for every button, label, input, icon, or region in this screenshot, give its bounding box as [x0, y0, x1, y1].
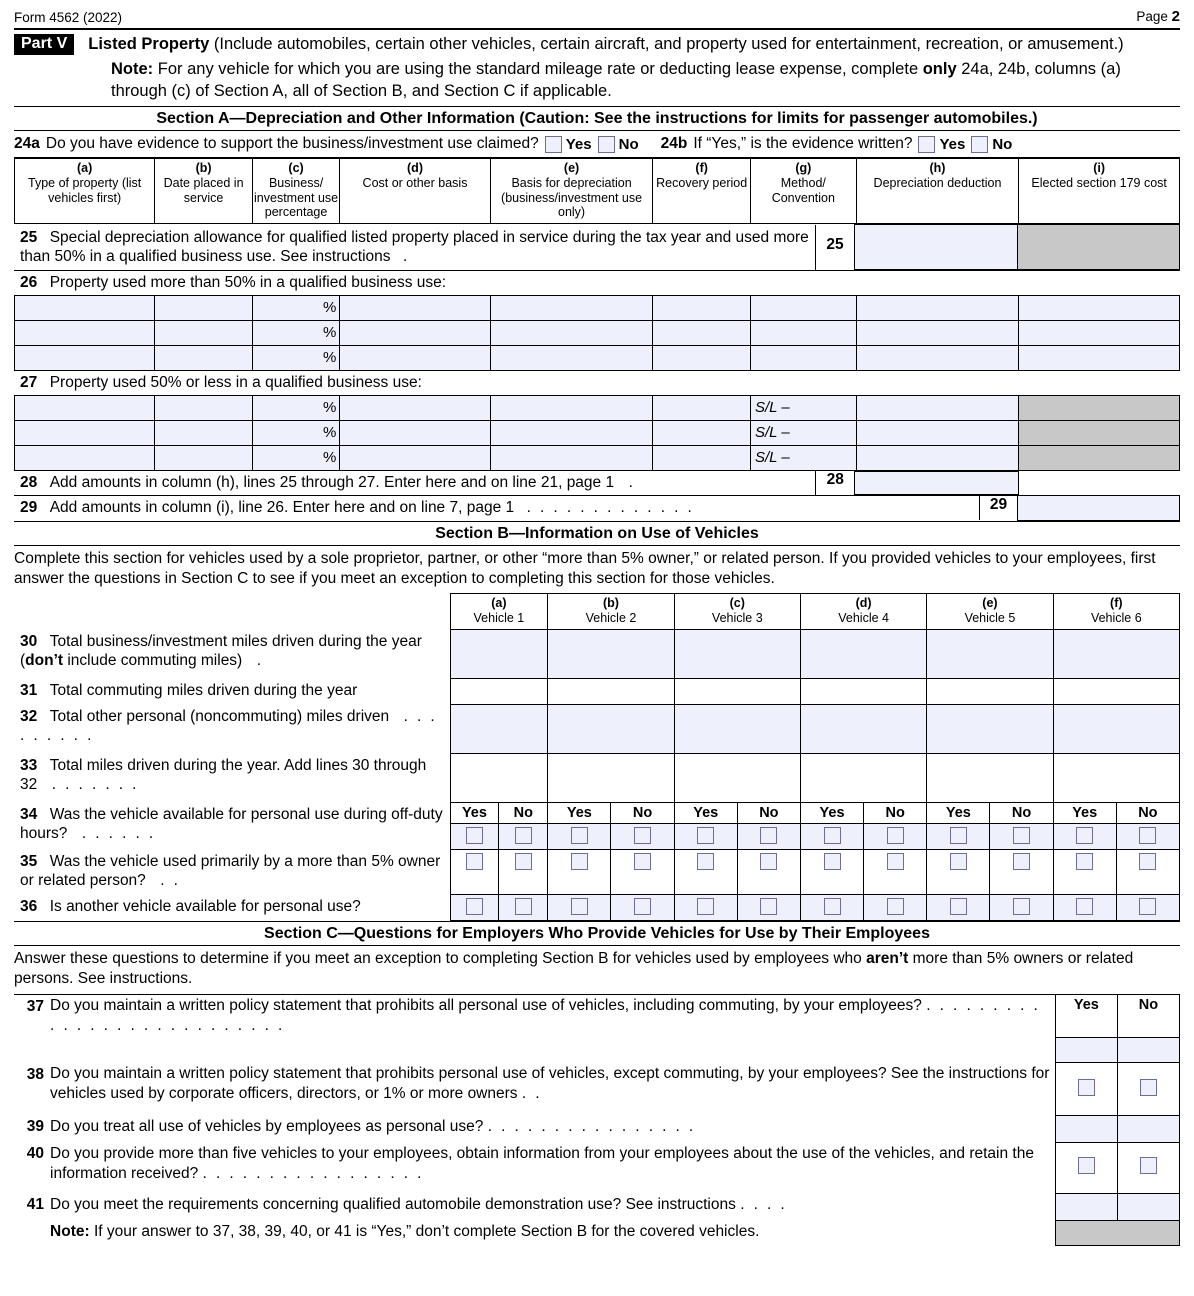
r26i-3[interactable] [1019, 346, 1180, 371]
line-24b-yes-checkbox[interactable] [918, 136, 935, 153]
line-29-i-input[interactable] [1018, 496, 1180, 520]
r27h-2[interactable] [856, 420, 1019, 445]
line-24a-text: Do you have evidence to support the business/investment use claimed? [45, 135, 539, 153]
q40-text-cell [50, 1143, 1055, 1194]
line-30-v1[interactable] [450, 630, 548, 679]
line-29-row [14, 495, 1180, 520]
checkbox-icon[interactable] [1140, 1079, 1157, 1096]
checkbox-icon[interactable] [515, 853, 532, 870]
checkbox-icon[interactable] [1076, 898, 1093, 915]
table-row [15, 346, 1180, 371]
r27a-2[interactable] [15, 420, 155, 445]
line-32-row [14, 705, 1180, 754]
line-36-yes-v5[interactable] [927, 895, 990, 921]
checkbox-icon[interactable] [1139, 853, 1156, 870]
vehicle-header-4: (d) Vehicle 4 [800, 594, 926, 630]
r26e-3[interactable] [490, 346, 653, 371]
r27i-3-blocked [1019, 445, 1180, 470]
r26f-3[interactable] [653, 346, 751, 371]
line-33-label: 33 Total miles driven during the year. Add lines 30 through 32 . . . . . . . [20, 756, 427, 794]
q37-text-cell [50, 994, 1055, 1037]
r26c-2[interactable]: % [252, 321, 339, 346]
line-34-no-v1[interactable] [499, 824, 548, 850]
checkbox-icon[interactable] [571, 827, 588, 844]
line-35-row [14, 850, 1180, 895]
line-25-h-input[interactable] [854, 225, 1018, 270]
line-32-v3[interactable] [674, 705, 800, 754]
r26g-3[interactable] [750, 346, 856, 371]
r26g-1[interactable] [750, 296, 856, 321]
checkbox-icon[interactable] [1013, 853, 1030, 870]
checkbox-icon[interactable] [824, 898, 841, 915]
checkbox-icon[interactable] [950, 898, 967, 915]
checkbox-icon[interactable] [760, 853, 777, 870]
final-note-blocked [1055, 1221, 1179, 1246]
checkbox-icon[interactable] [634, 853, 651, 870]
checkbox-icon[interactable] [1076, 853, 1093, 870]
r27b-1[interactable] [155, 395, 253, 420]
line-30-v5[interactable] [927, 630, 1053, 679]
no-label-v4: No [864, 803, 927, 824]
q40-row [14, 1143, 1180, 1194]
line-35-yes-v2[interactable] [548, 850, 611, 895]
line-35-yes-v4[interactable] [800, 850, 863, 895]
part-v-header [14, 30, 1180, 57]
line-34-label: 34 Was the vehicle available for personal use during off-duty hours? . . . . . . [20, 805, 443, 843]
line-36-no-v5[interactable] [990, 895, 1053, 921]
line-35-yes-v1[interactable] [450, 850, 499, 895]
r27g-3[interactable]: S/L – [750, 445, 856, 470]
line-30-v2[interactable] [548, 630, 674, 679]
line-34-no-v2[interactable] [611, 824, 674, 850]
col-header-b: (b) Date placed in service [155, 159, 253, 224]
line-32-v4[interactable] [800, 705, 926, 754]
r27h-1[interactable] [856, 395, 1019, 420]
line-36-yes-v3[interactable] [674, 895, 737, 921]
r26d-1[interactable] [340, 296, 490, 321]
line-34-no-v5[interactable] [990, 824, 1053, 850]
line-27-entry-rows [14, 395, 1180, 471]
line-32-label: 32 Total other personal (noncommuting) miles driven . . . . . . . . . [20, 707, 438, 745]
col-header-i: (i) Elected section 179 cost [1019, 159, 1180, 224]
line-34-yes-v3[interactable] [674, 824, 737, 850]
r27c-3[interactable]: % [252, 445, 339, 470]
checkbox-icon[interactable] [1076, 827, 1093, 844]
line-28-label-cell: 28 Add amounts in column (h), lines 25 through 27. Enter here and on line 21, page 1 . [20, 474, 633, 492]
r27f-3[interactable] [653, 445, 751, 470]
q40-text: Do you provide more than five vehicles to your employees, obtain information from your employees about the use of the vehicles, and retain the information received? . . . . . . . . . . . . . . . . . [50, 1144, 1034, 1182]
col-header-a: (a) Type of property (list vehicles first) [15, 159, 155, 224]
line-36-no-v1[interactable] [499, 895, 548, 921]
vehicle-header-3: (c) Vehicle 3 [674, 594, 800, 630]
r27g-2[interactable]: S/L – [750, 420, 856, 445]
r27h-3[interactable] [856, 445, 1019, 470]
line-35-no-v6[interactable] [1116, 850, 1179, 895]
r27f-2[interactable] [653, 420, 751, 445]
no-label-v2: No [611, 803, 674, 824]
line-34-yes-v4[interactable] [800, 824, 863, 850]
line-28-h-input[interactable] [855, 471, 1019, 495]
section-c-no-label: No [1117, 994, 1179, 1037]
line-33-v2[interactable] [548, 754, 674, 803]
line-36-row [14, 895, 1180, 921]
final-note-spacer [14, 1221, 50, 1246]
line-30-v6[interactable] [1053, 630, 1179, 679]
q39-no-checkbox-cell[interactable] [1117, 1116, 1179, 1143]
section-b-intro: Complete this section for vehicles used by a sole proprietor, partner, or other “more than 5% owner,” or related person. If you provided vehicles to your employees, first answer the questions in Section C to see if you meet an exception to completing this section for those vehicles. [14, 549, 1156, 587]
line-31-v1[interactable] [450, 679, 548, 705]
section-c-yesno-header [14, 994, 1180, 1037]
section-c-final-note-row [14, 1221, 1180, 1246]
r27d-1[interactable] [340, 395, 490, 420]
line-33-v3[interactable] [674, 754, 800, 803]
checkbox-icon[interactable] [887, 898, 904, 915]
vehicle-header-1: (a) Vehicle 1 [450, 594, 548, 630]
line-24a-no-checkbox[interactable] [598, 136, 615, 153]
line-25-box-number: 25 [816, 225, 855, 270]
line-24b-yes-label: Yes [939, 135, 966, 153]
yes-label-v5: Yes [927, 803, 990, 824]
r26f-1[interactable] [653, 296, 751, 321]
checkbox-icon[interactable] [466, 853, 483, 870]
r27e-2[interactable] [490, 420, 653, 445]
yes-label-v1: Yes [450, 803, 499, 824]
col-header-e: (e) Basis for depreciation (business/investment use only) [490, 159, 653, 224]
line-32-v5[interactable] [927, 705, 1053, 754]
line-36-yes-v4[interactable] [800, 895, 863, 921]
q41-yes-checkbox-cell[interactable] [1055, 1194, 1117, 1221]
checkbox-icon[interactable] [515, 898, 532, 915]
checkbox-icon[interactable] [950, 827, 967, 844]
vehicle-header-5: (e) Vehicle 5 [927, 594, 1053, 630]
line-36-no-v6[interactable] [1116, 895, 1179, 921]
line-35-yes-v5[interactable] [927, 850, 990, 895]
line-24a-yes-label: Yes [565, 135, 592, 153]
checkbox-icon[interactable] [887, 853, 904, 870]
col-header-g: (g) Method/ Convention [750, 159, 856, 224]
q41-no-checkbox-cell[interactable] [1117, 1194, 1179, 1221]
section-c-intro: Answer these questions to determine if you meet an exception to completing Section B for vehicles used by employees who aren’t more than 5% owners or related persons. See instructions. [14, 950, 1134, 988]
checkbox-icon[interactable] [1078, 1079, 1095, 1096]
checkbox-icon[interactable] [824, 827, 841, 844]
line-33-v5[interactable] [927, 754, 1053, 803]
q39-number-cell: 39 [26, 1117, 45, 1135]
q39-yes-checkbox-cell[interactable] [1055, 1116, 1117, 1143]
r26a-1[interactable] [15, 296, 155, 321]
line-35-yes-v3[interactable] [674, 850, 737, 895]
q37-no-checkbox-cell[interactable] [1117, 1038, 1179, 1063]
q40-yes-checkbox-cell[interactable] [1055, 1143, 1117, 1194]
checkbox-icon[interactable] [760, 827, 777, 844]
r26a-2[interactable] [15, 321, 155, 346]
q40-no-checkbox-cell[interactable] [1117, 1143, 1179, 1194]
col-header-d: (d) Cost or other basis [340, 159, 490, 224]
part-v-note: Note: For any vehicle for which you are using the standard mileage rate or deducting lease expense, complete only 24a, 24b, columns (a) through (c) of Section A, all of Section B, and Section C if applicable. [111, 60, 1121, 100]
line-34-yes-v1[interactable] [450, 824, 499, 850]
part-v-tag: Part V [14, 34, 74, 55]
checkbox-icon[interactable] [1013, 827, 1030, 844]
q39-text: Do you treat all use of vehicles by employees as personal use? . . . . . . . . . . . . . . . . [50, 1117, 696, 1135]
line-34-yes-v6[interactable] [1053, 824, 1116, 850]
line-30-v3[interactable] [674, 630, 800, 679]
yes-label-v2: Yes [548, 803, 611, 824]
line-35-no-v5[interactable] [990, 850, 1053, 895]
line-35-no-v1[interactable] [499, 850, 548, 895]
section-c-heading: Section C—Questions for Employers Who Provide Vehicles for Use by Their Employees [14, 921, 1180, 945]
q41-text-cell [50, 1194, 1055, 1221]
r27e-1[interactable] [490, 395, 653, 420]
col-header-h: (h) Depreciation deduction [856, 159, 1019, 224]
checkbox-icon[interactable] [515, 827, 532, 844]
r26h-3[interactable] [856, 346, 1019, 371]
page-indicator: Page 2 [1136, 8, 1180, 25]
line-34-no-v4[interactable] [864, 824, 927, 850]
form-identifier: Form 4562 (2022) [14, 10, 123, 25]
q38-yes-checkbox-cell[interactable] [1055, 1063, 1117, 1116]
q37-spacer-2 [50, 1038, 1055, 1063]
r27e-3[interactable] [490, 445, 653, 470]
line-24b-no-label: No [992, 135, 1013, 153]
line-24b-number: 24b [660, 135, 688, 153]
q38-text-cell [50, 1063, 1055, 1116]
col-header-c: (c) Business/ investment use percentage [252, 159, 339, 224]
r26h-2[interactable] [856, 321, 1019, 346]
r27c-2[interactable]: % [252, 420, 339, 445]
line-36-yes-v1[interactable] [450, 895, 499, 921]
r27f-1[interactable] [653, 395, 751, 420]
line-36-no-v2[interactable] [611, 895, 674, 921]
vehicle-header-6: (f) Vehicle 6 [1053, 594, 1179, 630]
section-b-table [14, 593, 1180, 921]
table-row [15, 321, 1180, 346]
no-label-v6: No [1116, 803, 1179, 824]
q38-no-checkbox-cell[interactable] [1117, 1063, 1179, 1116]
r26g-2[interactable] [750, 321, 856, 346]
line-31-v3[interactable] [674, 679, 800, 705]
checkbox-icon[interactable] [887, 827, 904, 844]
r26h-1[interactable] [856, 296, 1019, 321]
q39-row [14, 1116, 1180, 1143]
r27c-1[interactable]: % [252, 395, 339, 420]
r27a-1[interactable] [15, 395, 155, 420]
checkbox-icon[interactable] [1140, 1157, 1157, 1174]
line-25-i-blocked [1018, 225, 1180, 270]
checkbox-icon[interactable] [824, 853, 841, 870]
section-c-yes-label: Yes [1055, 994, 1117, 1037]
yes-label-v6: Yes [1053, 803, 1116, 824]
line-36-yes-v2[interactable] [548, 895, 611, 921]
r26c-3[interactable]: % [252, 346, 339, 371]
line-30-row [14, 630, 1180, 679]
r27b-2[interactable] [155, 420, 253, 445]
line-28-box-number: 28 [816, 471, 855, 495]
page-header [14, 8, 1180, 28]
no-label-v3: No [737, 803, 800, 824]
line-25-row [14, 224, 1180, 270]
line-30-v4[interactable] [800, 630, 926, 679]
line-34-no-v3[interactable] [737, 824, 800, 850]
section-a-column-headers [14, 158, 1180, 224]
line-33-row [14, 754, 1180, 803]
r26b-3[interactable] [155, 346, 253, 371]
section-c-table [14, 994, 1180, 1246]
checkbox-icon[interactable] [466, 827, 483, 844]
table-row [15, 445, 1180, 470]
line-32-v1[interactable] [450, 705, 548, 754]
checkbox-icon[interactable] [634, 898, 651, 915]
line-25-label-cell: 25 Special depreciation allowance for qualified listed property placed in service during the tax year and used more than 50% in a qualified business use. See instructions . [20, 228, 809, 266]
line-26-entry-rows [14, 295, 1180, 371]
line-28-empty [1018, 471, 1180, 495]
line-36-no-v3[interactable] [737, 895, 800, 921]
q38-text: Do you maintain a written policy statement that prohibits personal use of vehicles, except commuting, by your employees? See the instructions for vehicles used by corporate officers, directors, or 1% or more owners . . [50, 1064, 1050, 1102]
line-35-no-v4[interactable] [864, 850, 927, 895]
q38-row [14, 1063, 1180, 1116]
checkbox-icon[interactable] [1139, 898, 1156, 915]
no-label-v5: No [990, 803, 1053, 824]
section-b-heading: Section B—Information on Use of Vehicles [14, 521, 1180, 545]
r27b-3[interactable] [155, 445, 253, 470]
part-v-title: Listed Property (Include automobiles, certain other vehicles, certain aircraft, and property used for entertainment, recreation, or amusement.) [88, 35, 1124, 53]
r26d-3[interactable] [340, 346, 490, 371]
line-32-v6[interactable] [1053, 705, 1179, 754]
line-31-v6[interactable] [1053, 679, 1179, 705]
q41-text: Do you meet the requirements concerning qualified automobile demonstration use? See instructions . . . . [50, 1195, 788, 1213]
checkbox-icon[interactable] [697, 853, 714, 870]
line-31-v5[interactable] [927, 679, 1053, 705]
line-24b-no-checkbox[interactable] [971, 136, 988, 153]
line-35-no-v2[interactable] [611, 850, 674, 895]
checkbox-icon[interactable] [1078, 1157, 1095, 1174]
q39-text-cell [50, 1116, 1055, 1143]
r26f-2[interactable] [653, 321, 751, 346]
line-31-label: 31 Total commuting miles driven during the year [20, 681, 358, 699]
final-note: Note: If your answer to 37, 38, 39, 40, or 41 is “Yes,” don’t complete Section B for the covered vehicles. [50, 1222, 760, 1240]
line-34-no-v6[interactable] [1116, 824, 1179, 850]
line-24a-yes-checkbox[interactable] [545, 136, 562, 153]
no-label-v1: No [499, 803, 548, 824]
line-24a-no-label: No [618, 135, 639, 153]
line-34-yes-v5[interactable] [927, 824, 990, 850]
line-31-v2[interactable] [548, 679, 674, 705]
vehicle-header-spacer [14, 594, 450, 630]
r27i-1-blocked [1019, 395, 1180, 420]
checkbox-icon[interactable] [760, 898, 777, 915]
line-34-yes-v2[interactable] [548, 824, 611, 850]
vehicle-header-row [14, 594, 1180, 630]
r26d-2[interactable] [340, 321, 490, 346]
section-a-heading: Section A—Depreciation and Other Information (Caution: See the instructions for limits for passenger automobiles.) [156, 110, 1038, 128]
line-36-no-v4[interactable] [864, 895, 927, 921]
line-35-no-v3[interactable] [737, 850, 800, 895]
line-24-row [14, 131, 1180, 158]
line-32-v2[interactable] [548, 705, 674, 754]
checkbox-icon[interactable] [697, 827, 714, 844]
table-row [15, 395, 1180, 420]
yes-no-header-row [14, 803, 1180, 824]
r27g-1[interactable]: S/L – [750, 395, 856, 420]
line-31-v4[interactable] [800, 679, 926, 705]
line-36-yes-v6[interactable] [1053, 895, 1116, 921]
r27d-2[interactable] [340, 420, 490, 445]
r26b-1[interactable] [155, 296, 253, 321]
yes-label-v4: Yes [800, 803, 863, 824]
checkbox-icon[interactable] [1139, 827, 1156, 844]
checkbox-icon[interactable] [571, 853, 588, 870]
line-24a-number: 24a [14, 135, 40, 153]
line-27-label-cell: 27 Property used 50% or less in a qualified business use: [20, 374, 422, 392]
q37-spacer-1 [14, 1038, 50, 1063]
r26c-1[interactable]: % [252, 296, 339, 321]
q37-number-cell: 37 [14, 994, 50, 1037]
checkbox-icon[interactable] [697, 898, 714, 915]
r27i-2-blocked [1019, 420, 1180, 445]
r27d-3[interactable] [340, 445, 490, 470]
checkbox-icon[interactable] [634, 827, 651, 844]
line-29-label-cell: 29 Add amounts in column (i), line 26. Enter here and on line 7, page 1 . . . . . . . . . . . . . [14, 496, 979, 520]
line-33-v1[interactable] [450, 754, 548, 803]
q37-yes-checkbox-cell[interactable] [1055, 1038, 1117, 1063]
vehicle-header-2: (b) Vehicle 2 [548, 594, 674, 630]
r26e-2[interactable] [490, 321, 653, 346]
q40-number-cell: 40 [26, 1144, 45, 1162]
r27a-3[interactable] [15, 445, 155, 470]
q37-text: Do you maintain a written policy statement that prohibits all personal use of vehicles, including commuting, by your employees? . . . . . . . . . . . . . . . . . . . . . . . . . . . [50, 996, 1041, 1035]
line-27-label-row [14, 371, 1180, 395]
checkbox-icon[interactable] [466, 898, 483, 915]
r26e-1[interactable] [490, 296, 653, 321]
r26b-2[interactable] [155, 321, 253, 346]
final-note-cell [50, 1221, 1055, 1246]
line-35-label: 35 Was the vehicle used primarily by a more than 5% owner or related person? . . [20, 852, 441, 890]
line-26-label-cell: 26 Property used more than 50% in a qualified business use: [14, 271, 1180, 295]
checkbox-icon[interactable] [1013, 898, 1030, 915]
r26a-3[interactable] [15, 346, 155, 371]
r26i-1[interactable] [1019, 296, 1180, 321]
line-36-label: 36 Is another vehicle available for personal use? [20, 897, 361, 915]
table-row [15, 420, 1180, 445]
table-row [15, 296, 1180, 321]
col-header-f: (f) Recovery period [653, 159, 751, 224]
q41-number-cell: 41 [26, 1195, 45, 1213]
line-33-v6[interactable] [1053, 754, 1179, 803]
line-28-row [14, 471, 1180, 496]
yes-label-v3: Yes [674, 803, 737, 824]
checkbox-icon[interactable] [950, 853, 967, 870]
q38-number-cell: 38 [26, 1065, 45, 1083]
line-33-v4[interactable] [800, 754, 926, 803]
line-30-label: 30 Total business/investment miles driven during the year (don’t include commuting miles) . [20, 632, 422, 670]
line-26-label-row [14, 270, 1180, 295]
line-31-row [14, 679, 1180, 705]
q37-checkbox-row [14, 1038, 1180, 1063]
line-24b-text: If “Yes,” is the evidence written? [693, 135, 913, 153]
q41-row [14, 1194, 1180, 1221]
r26i-2[interactable] [1019, 321, 1180, 346]
line-29-box-number: 29 [979, 496, 1018, 520]
line-35-yes-v6[interactable] [1053, 850, 1116, 895]
checkbox-icon[interactable] [571, 898, 588, 915]
